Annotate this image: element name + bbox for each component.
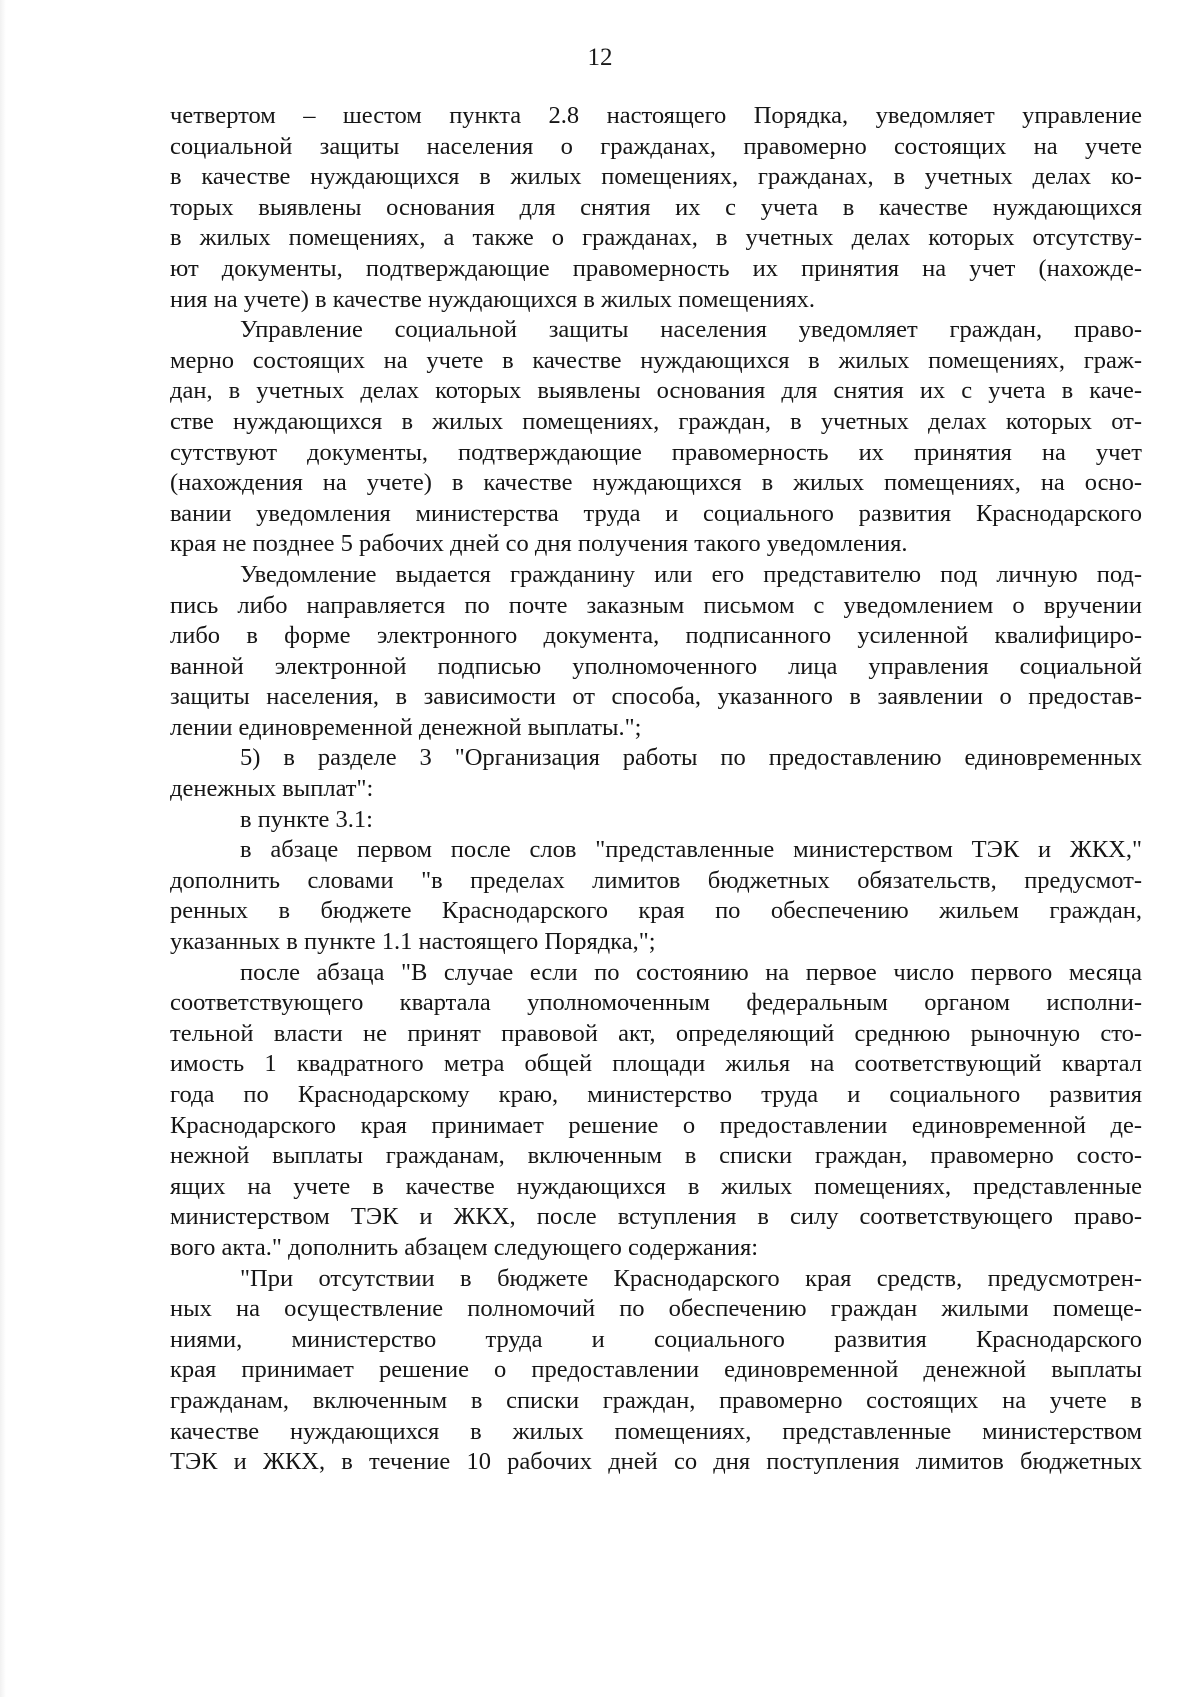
paragraph: [170, 315, 1142, 560]
text-line: качестве нуждающихся в жилых помещениях, представленные министерством: [170, 1417, 1142, 1445]
document-body: [170, 101, 1142, 1478]
text-line: ящих на учете в качестве нуждающихся в жилых помещениях, представленные: [170, 1172, 1142, 1200]
text-line: дополнить словами "в пределах лимитов бюджетных обязательств, предусмот-: [170, 866, 1142, 894]
text-line: сутствуют документы, подтверждающие правомерность их принятия на учет: [170, 438, 1142, 466]
paragraph: [170, 1264, 1142, 1478]
text-line: (нахождения на учете) в качестве нуждающихся в жилых помещениях, на осно-: [170, 469, 1142, 497]
text-line: либо в форме электронного документа, подписанного усиленной квалифициро-: [170, 622, 1142, 650]
paragraph: [170, 560, 1142, 744]
paragraph: [170, 101, 1142, 315]
text-line: в жилых помещениях, а также о гражданах, в учетных делах которых отсутству-: [170, 224, 1142, 252]
text-line: социальной защиты населения о гражданах, правомерно состоящих на учете: [170, 132, 1142, 160]
text-line: стве нуждающихся в жилых помещениях, граждан, в учетных делах которых от-: [170, 407, 1142, 435]
paragraph: [170, 835, 1142, 957]
text-line: ванной электронной подписью уполномоченного лица управления социальной: [170, 652, 1142, 680]
text-line: ных на осуществление полномочий по обеспечению граждан жилыми помеще-: [170, 1295, 1142, 1323]
text-line: пись либо направляется по почте заказным письмом с уведомлением о вручении: [170, 591, 1142, 619]
text-line: 5) в разделе 3 "Организация работы по предоставлению единовременных: [240, 744, 1142, 772]
text-line: мерно состоящих на учете в качестве нуждающихся в жилых помещениях, граж-: [170, 346, 1142, 374]
text-line: нежной выплаты гражданам, включенным в списки граждан, правомерно состо-: [170, 1142, 1142, 1170]
text-line: указанных в пункте 1.1 настоящего Порядка,";: [170, 928, 656, 956]
text-line: дан, в учетных делах которых выявлены основания для снятия их с учета в каче-: [170, 377, 1142, 405]
text-line: имость 1 квадратного метра общей площади жилья на соответствующий квартал: [170, 1050, 1142, 1078]
text-line: "При отсутствии в бюджете Краснодарского края средств, предусмотрен-: [240, 1264, 1142, 1292]
text-line: тельной власти не принят правовой акт, определяющий среднюю рыночную сто-: [170, 1019, 1142, 1047]
text-line: года по Краснодарскому краю, министерство труда и социального развития: [170, 1081, 1142, 1108]
page-number: 12: [587, 44, 613, 71]
text-line: защиты населения, в зависимости от способа, указанного в заявлении о предостав-: [170, 683, 1142, 711]
text-line: вого акта." дополнить абзацем следующего содержания:: [170, 1233, 759, 1261]
text-line: края принимает решение о предоставлении единовременной денежной выплаты: [170, 1356, 1142, 1384]
text-line: вании уведомления министерства труда и социального развития Краснодарского: [170, 499, 1142, 527]
text-line: Краснодарского края принимает решение о предоставлении единовременной де-: [170, 1111, 1142, 1139]
text-line: в качестве нуждающихся в жилых помещениях, гражданах, в учетных делах ко-: [170, 163, 1142, 191]
text-line: Уведомление выдается гражданину или его представителю под личную под-: [240, 560, 1142, 588]
text-line: ниями, министерство труда и социального развития Краснодарского: [170, 1325, 1142, 1353]
text-line: ют документы, подтверждающие правомерность их принятия на учет (нахожде-: [170, 254, 1142, 282]
text-line: лении единовременной денежной выплаты.";: [170, 713, 642, 741]
paragraph: [170, 805, 1142, 836]
text-line: после абзаца "В случае если по состоянию на первое число первого месяца: [240, 958, 1142, 986]
paragraph: [170, 743, 1142, 804]
text-line: четвертом – шестом пункта 2.8 настоящего Порядка, уведомляет управление: [170, 102, 1142, 129]
text-line: министерством ТЭК и ЖКХ, после вступления в силу соответствующего право-: [170, 1203, 1142, 1231]
text-line: гражданам, включенным в списки граждан, правомерно состоящих на учете в: [170, 1386, 1142, 1414]
text-line: торых выявлены основания для снятия их с учета в качестве нуждающихся: [170, 193, 1142, 221]
text-line: ТЭК и ЖКХ, в течение 10 рабочих дней со дня поступления лимитов бюджетных: [170, 1448, 1142, 1476]
text-line: денежных выплат":: [170, 775, 374, 803]
text-line: края не позднее 5 рабочих дней со дня получения такого уведомления.: [170, 530, 908, 558]
text-line: ренных в бюджете Краснодарского края по обеспечению жильем граждан,: [170, 897, 1142, 925]
text-line: в абзаце первом после слов "представленные министерством ТЭК и ЖКХ,": [240, 836, 1142, 864]
text-line: в пункте 3.1:: [240, 805, 373, 833]
text-line: соответствующего квартала уполномоченным федеральным органом исполни-: [170, 989, 1142, 1017]
text-line: ния на учете) в качестве нуждающихся в жилых помещениях.: [170, 285, 816, 313]
text-line: Управление социальной защиты населения уведомляет граждан, право-: [240, 316, 1142, 344]
paragraph: [170, 958, 1142, 1264]
scan-edge: [0, 0, 6, 1697]
